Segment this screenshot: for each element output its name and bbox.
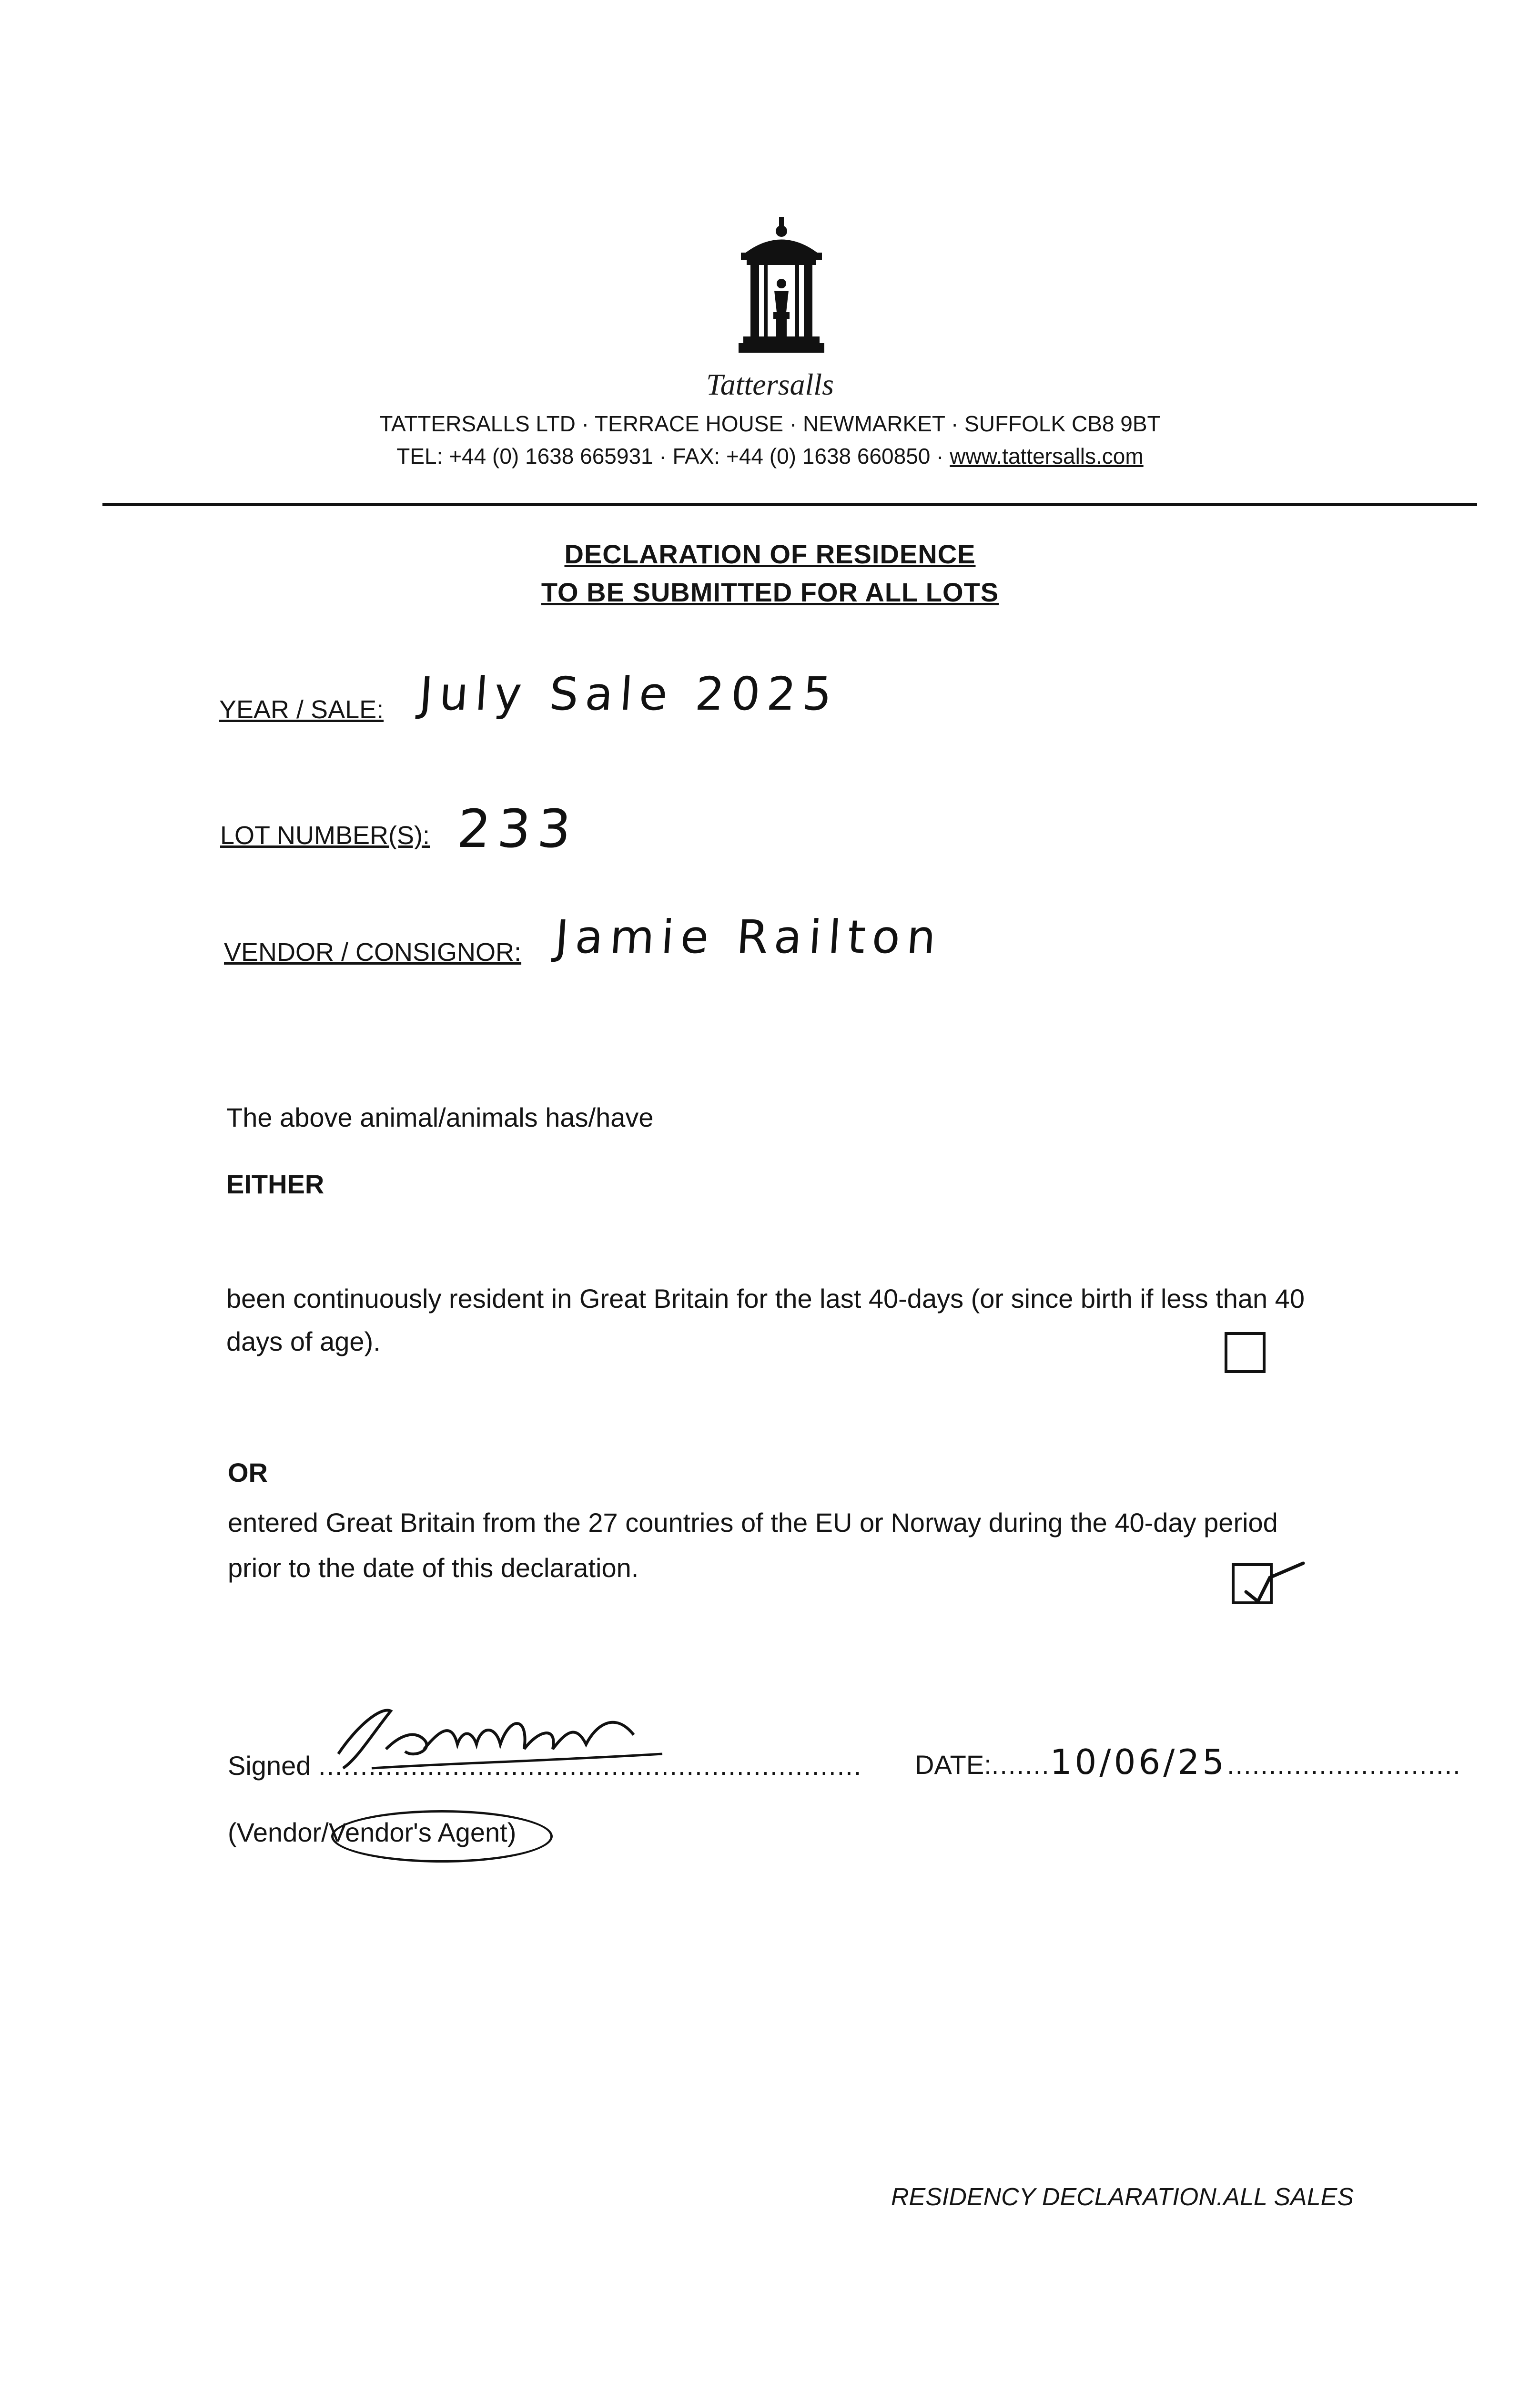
checkmark-icon [1236,1558,1308,1611]
date-label: DATE: [915,1750,992,1780]
company-contact [0,443,1540,469]
option1-text-line2: days of age). [226,1326,381,1356]
form-subtitle: TO BE SUBMITTED FOR ALL LOTS [541,577,999,607]
lot-number-value[interactable]: 233 [455,798,580,859]
signed-label: Signed ................................................................. [228,1751,862,1781]
or-heading: OR [228,1457,268,1487]
company-address: TATTERSALLS LTD · TERRACE HOUSE · NEWMARKET · SUFFOLK CB8 9BT [379,411,1161,436]
form-title: DECLARATION OF RESIDENCE [564,539,976,569]
year-sale-label: YEAR / SALE: [219,695,384,724]
option2-text-line2: prior to the date of this declaration. [228,1553,639,1583]
website-link[interactable]: www.tattersalls.com [950,444,1144,468]
lot-number-label: LOT NUMBER(S): [220,821,430,850]
company-name: Tattersalls [706,367,834,401]
date-row: DATE:.......10/06/25............................ [915,1742,1461,1782]
option1-text-line1: been continuously resident in Great Britain for the last 40-days (or since birth if less than 40 [226,1283,1305,1314]
option2-text-line1: entered Great Britain from the 27 countries of the EU or Norway during the 40-day period [228,1507,1278,1538]
vendor-label: VENDOR / CONSIGNOR: [224,938,522,967]
declaration-intro: The above animal/animals has/have [226,1102,654,1132]
footer-label: RESIDENCY DECLARATION.ALL SALES [891,2183,1354,2211]
phone-fax: TEL: +44 (0) 1638 665931 · FAX: +44 (0) 1638 660850 · [396,444,950,468]
signer-role: (Vendor/Vendor's Agent) [228,1817,517,1847]
vendor-value[interactable]: Jamie Railton [553,910,944,964]
role-circle [331,1810,553,1863]
either-heading: EITHER [226,1169,324,1199]
tattersalls-logo [736,217,827,360]
year-sale-value[interactable]: July Sale 2025 [417,667,841,721]
signature-graphic [329,1697,672,1778]
option1-checkbox[interactable] [1225,1332,1266,1373]
date-value[interactable]: 10/06/25 [1050,1742,1227,1782]
header-divider [102,503,1477,506]
